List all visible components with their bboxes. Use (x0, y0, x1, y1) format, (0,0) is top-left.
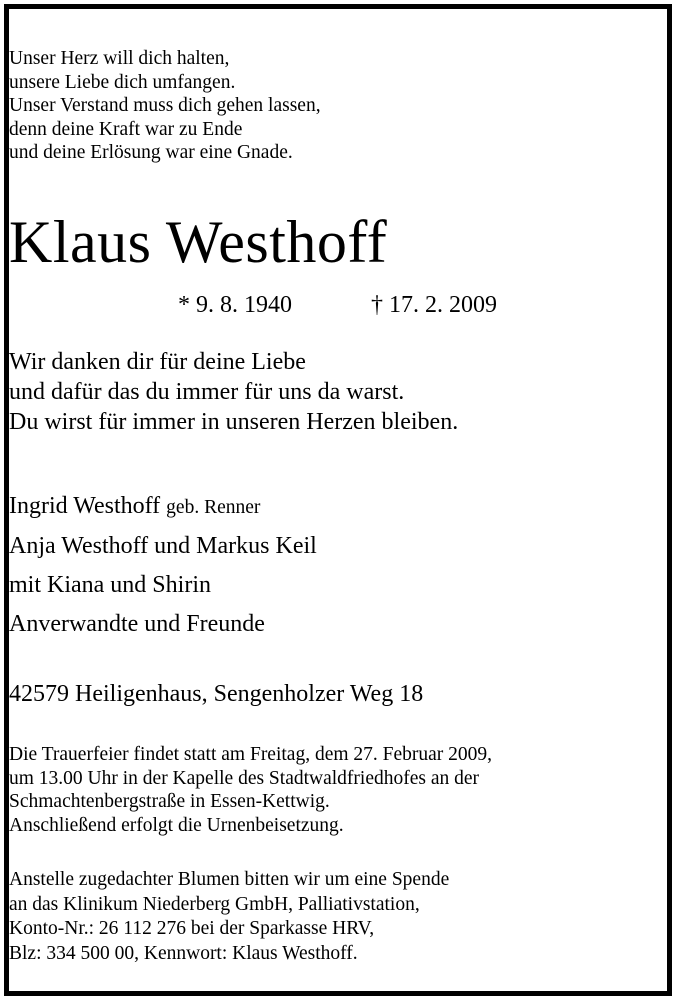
ceremony-line: Anschließend erfolgt die Urnenbeisetzung. (9, 814, 344, 836)
ceremony-info (9, 743, 667, 837)
donation-line: an das Klinikum Niederberg GmbH, Palliativstation, (9, 893, 420, 915)
donation-line: Anstelle zugedachter Blumen bitten wir um eine Spende (9, 869, 450, 890)
birth-date: * 9. 8. 1940 (178, 292, 292, 318)
obituary-frame (4, 4, 672, 996)
mourners (9, 487, 667, 644)
spouse-name: Ingrid Westhoff (9, 493, 161, 519)
address: 42579 Heiligenhaus, Sengenholzer Weg 18 (9, 681, 424, 707)
poem-line: unsere Liebe dich umfangen. (9, 71, 236, 93)
spouse-maiden-name: geb. Renner (166, 497, 261, 518)
poem (9, 47, 667, 165)
deceased-name: Klaus Westhoff (9, 209, 388, 275)
donation-line: Konto-Nr.: 26 112 276 bei der Sparkasse HRV, (9, 918, 375, 939)
donation-line: Blz: 334 500 00, Kennwort: Klaus Westhoff. (9, 942, 358, 964)
death-date: † 17. 2. 2009 (371, 292, 497, 318)
life-dates (9, 290, 667, 320)
thanks-text (9, 347, 667, 437)
thanks-line: Du wirst für immer in unseren Herzen bleiben. (9, 409, 459, 435)
ceremony-line: Schmachtenbergstraße in Essen-Kettwig. (9, 791, 330, 812)
mourner-line: Anja Westhoff und Markus Keil (9, 533, 317, 559)
poem-line: Unser Herz will dich halten, (9, 48, 230, 69)
thanks-line: und dafür das du immer für uns da warst. (9, 379, 405, 405)
ceremony-line: Die Trauerfeier findet statt am Freitag, dem 27. Februar 2009, (9, 744, 493, 765)
poem-line: denn deine Kraft war zu Ende (9, 118, 243, 140)
mourner-spouse (9, 487, 667, 527)
poem-line: und deine Erlösung war eine Gnade. (9, 142, 293, 163)
ceremony-line: um 13.00 Uhr in der Kapelle des Stadtwaldfriedhofes an der (9, 767, 480, 789)
donation-info (9, 868, 667, 966)
mourner-line: Anverwandte und Freunde (9, 611, 265, 637)
poem-line: Unser Verstand muss dich gehen lassen, (9, 95, 321, 116)
mourner-line: mit Kiana und Shirin (9, 572, 211, 598)
thanks-line: Wir danken dir für deine Liebe (9, 349, 306, 375)
